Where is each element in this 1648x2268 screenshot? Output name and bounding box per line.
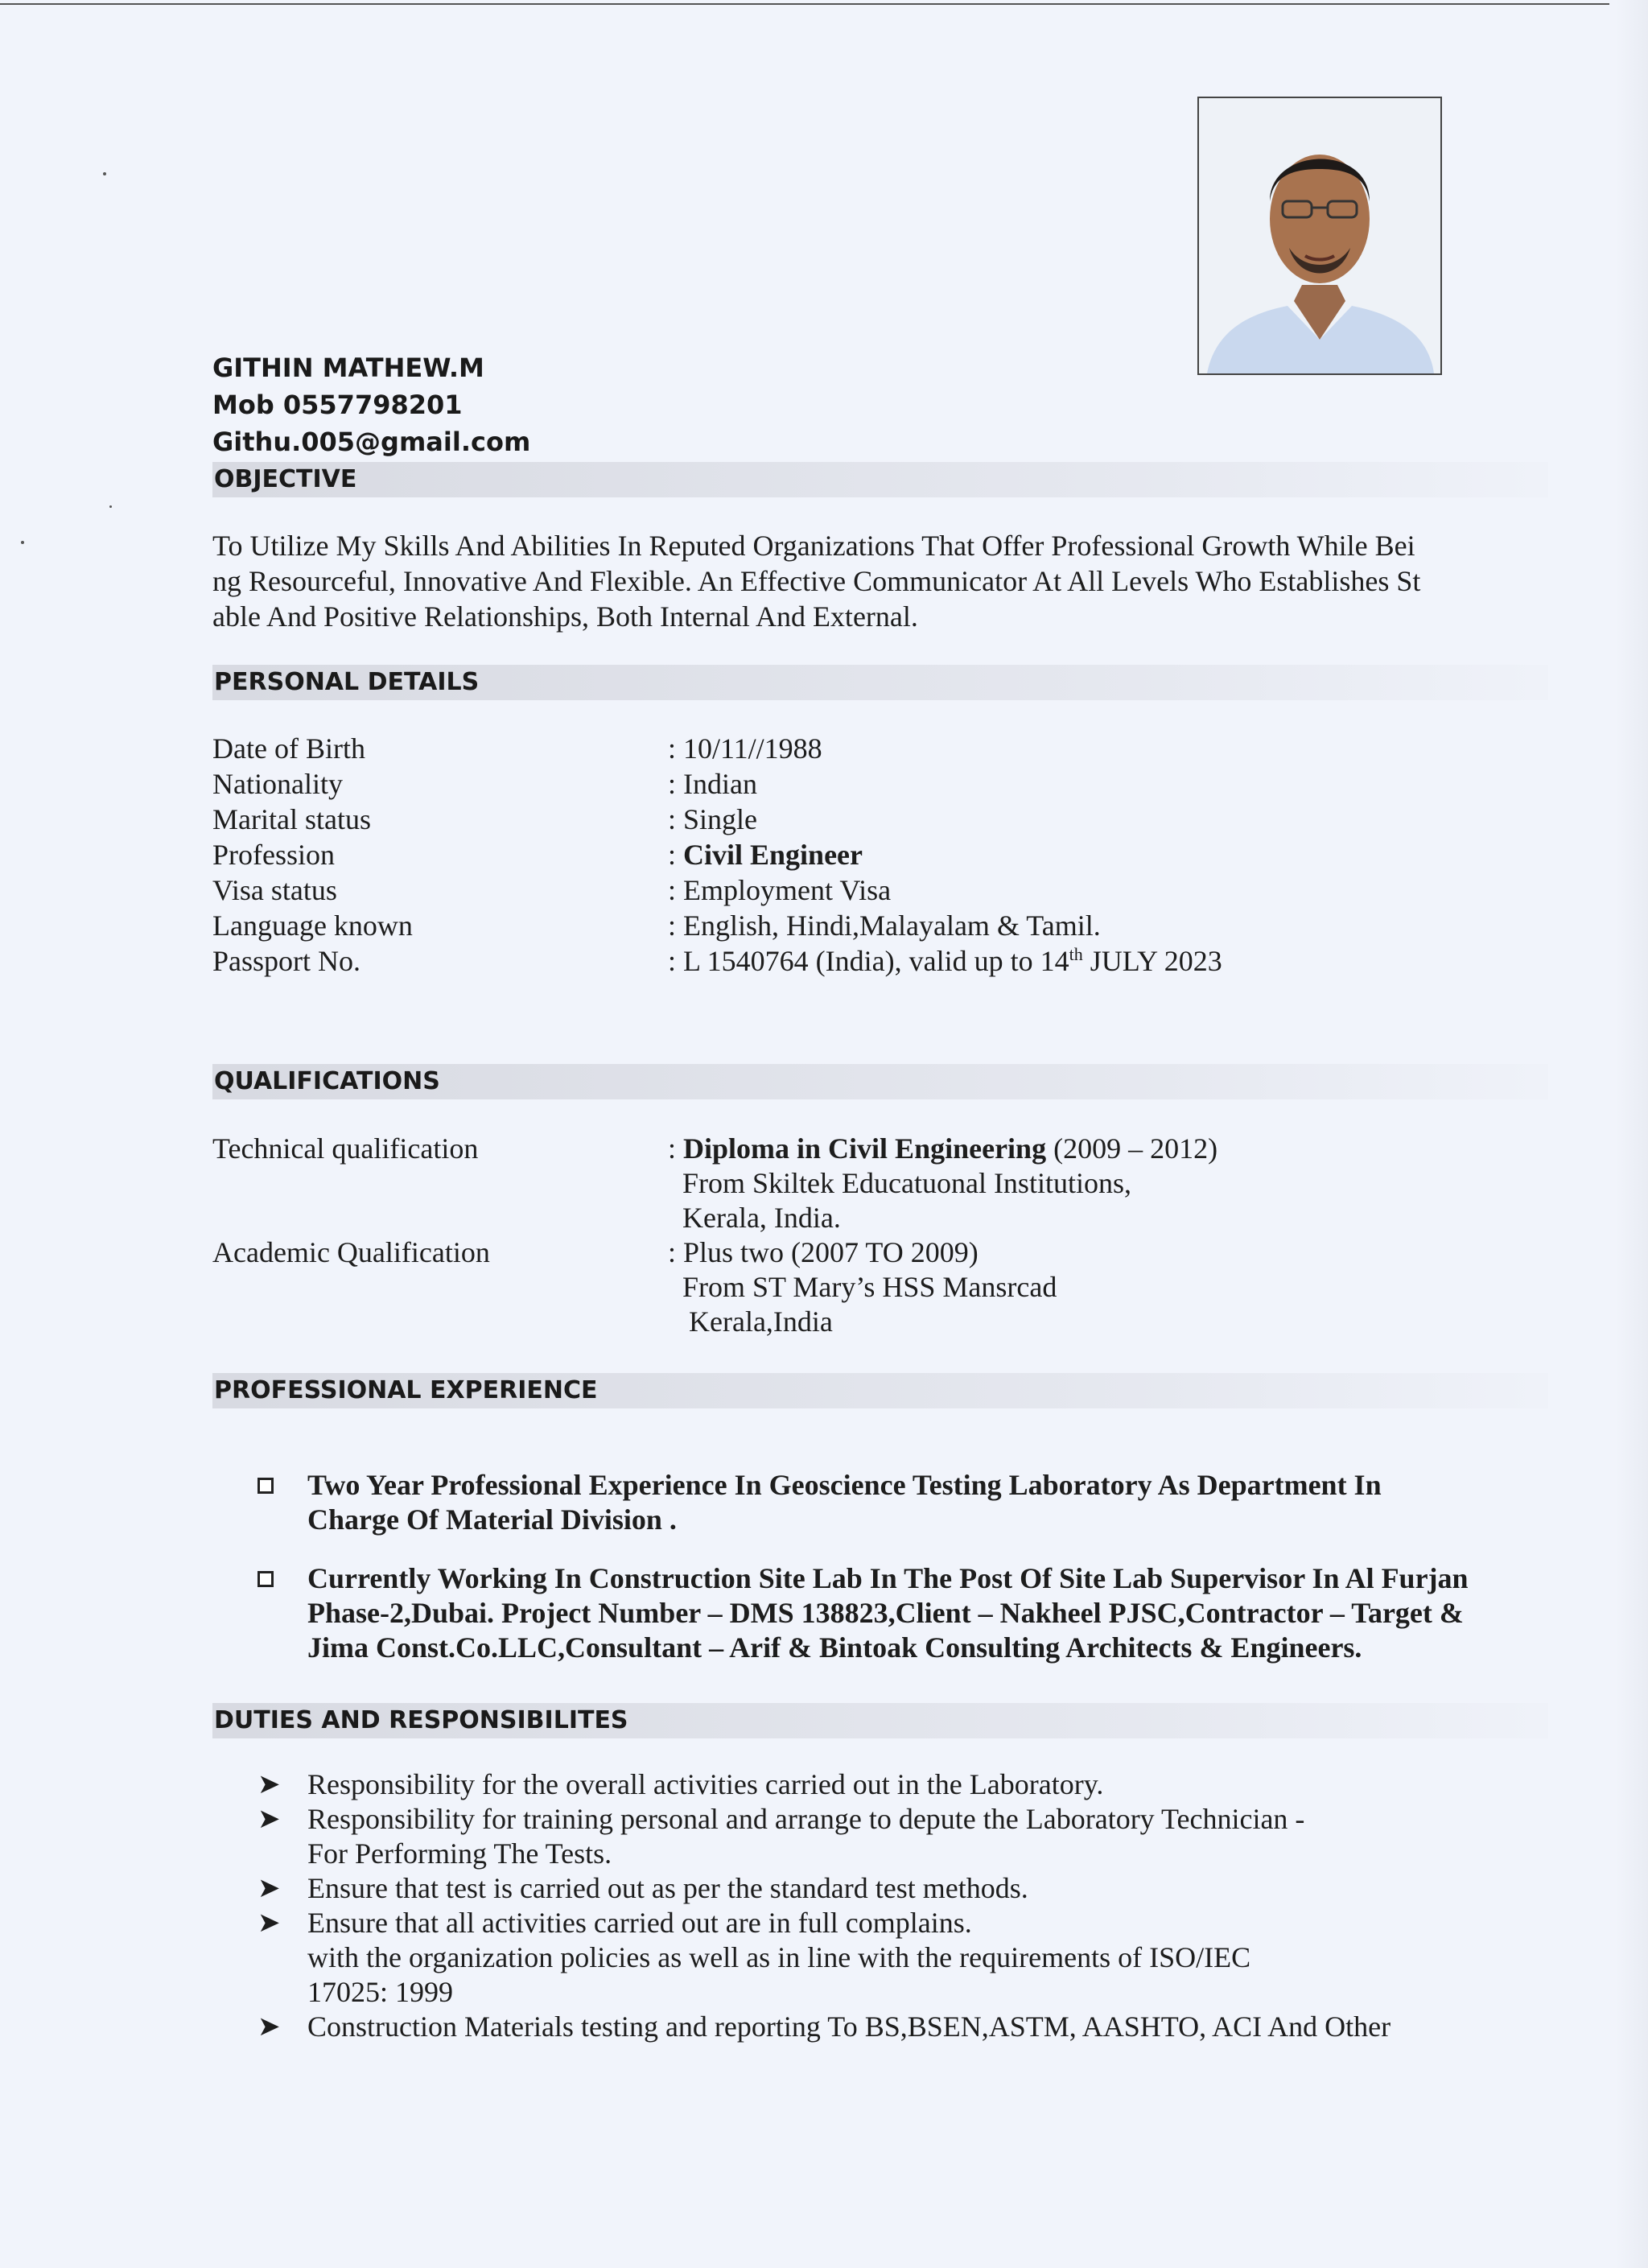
duty-text (307, 1871, 1545, 1906)
detail-row-profession (212, 837, 1540, 872)
duty-line: Ensure that test is carried out as per the standard test methods. (307, 1872, 1028, 1904)
duty-line: Construction Materials testing and reporting To BS,BSEN,ASTM, AASHTO, ACI And Other (307, 2010, 1391, 2043)
experience-text (307, 1561, 1545, 1665)
qualifications-heading: QUALIFICATIONS (214, 1067, 440, 1095)
section-heading-professional-experience (212, 1373, 1548, 1408)
section-heading-duties (212, 1703, 1548, 1738)
scan-speck (109, 505, 112, 508)
scan-speck (21, 541, 24, 544)
duty-item (258, 1871, 1545, 1906)
objective-line: able And Positive Relationships, Both Internal And External. (212, 600, 918, 633)
scan-speck (103, 172, 106, 175)
qualification-line: Kerala,India (689, 1305, 833, 1338)
duty-line: 17025: 1999 (307, 1976, 454, 2008)
qualification-value (668, 1132, 1540, 1235)
objective-heading: OBJECTIVE (214, 465, 357, 493)
candidate-name: GITHIN MATHEW.M (212, 353, 484, 383)
experience-item (258, 1561, 1545, 1665)
passport-expiry: JULY 2023 (1082, 945, 1222, 977)
qualification-line: Kerala, India. (682, 1202, 841, 1234)
passport-number: : L 1540764 (India), valid up to 14 (668, 945, 1069, 977)
duty-item (258, 2010, 1545, 2044)
qualification-line: From ST Mary’s HSS Mansrcad (682, 1271, 1057, 1303)
qualification-academic (212, 1235, 1540, 1339)
duties-list (258, 1767, 1545, 2044)
duty-text (307, 2010, 1545, 2044)
square-bullet-icon (258, 1468, 307, 1537)
duty-line: Responsibility for the overall activities carried out in the Laboratory. (307, 1768, 1104, 1800)
detail-row-visa-status (212, 872, 1540, 908)
detail-label: Nationality (212, 768, 343, 800)
detail-row-passport (212, 943, 1540, 979)
detail-value (668, 837, 1540, 872)
experience-line: Currently Working In Construction Site Lab In The Post Of Site Lab Supervisor In Al Furjan (307, 1562, 1469, 1594)
diploma-title: Diploma in Civil Engineering (683, 1132, 1047, 1165)
section-heading-qualifications (212, 1064, 1548, 1099)
passport-value (668, 943, 1540, 979)
arrow-bullet-icon: ➤ (258, 1874, 281, 1903)
detail-row-marital-status (212, 802, 1540, 837)
professional-experience-heading: PROFESSIONAL EXPERIENCE (214, 1376, 598, 1404)
duty-text (307, 1767, 1545, 1802)
mobile-number: Mob 0557798201 (212, 390, 463, 420)
qualification-label: Technical qualification (212, 1132, 479, 1165)
arrow-bullet-icon: ➤ (258, 1804, 281, 1834)
detail-row-languages (212, 908, 1540, 943)
duty-item (258, 1767, 1545, 1802)
detail-row-dob (212, 731, 1540, 766)
experience-line: Two Year Professional Experience In Geoscience Testing Laboratory As Department In (307, 1469, 1382, 1501)
detail-label: Language known (212, 909, 413, 942)
section-heading-personal-details (212, 665, 1548, 700)
detail-label: Visa status (212, 874, 337, 906)
objective-line: To Utilize My Skills And Abilities In Reputed Organizations That Offer Professional Growth While Bei (212, 530, 1415, 562)
duty-text (307, 1906, 1545, 2010)
qualification-value (668, 1235, 1540, 1339)
qualification-line: From Skiltek Educatuonal Institutions, (682, 1167, 1131, 1199)
detail-value: : 10/11//1988 (668, 732, 822, 765)
experience-list (258, 1468, 1545, 1689)
passport-date-suffix: th (1069, 944, 1083, 964)
duty-item (258, 1906, 1545, 2010)
objective-paragraph (212, 528, 1500, 634)
personal-details-list (212, 731, 1540, 979)
detail-value: : Indian (668, 768, 757, 800)
detail-row-nationality (212, 766, 1540, 802)
section-heading-objective (212, 462, 1548, 497)
scan-right-edge (1616, 0, 1648, 2268)
personal-details-heading: PERSONAL DETAILS (214, 668, 480, 696)
duty-line: with the organization policies as well as in line with the requirements of ISO/IEC (307, 1941, 1251, 1973)
duty-line: Responsibility for training personal and arrange to depute the Laboratory Technician - (307, 1803, 1305, 1835)
contact-header (212, 349, 530, 460)
diploma-years: (2009 – 2012) (1046, 1132, 1218, 1165)
duty-line: For Performing The Tests. (307, 1837, 612, 1870)
arrow-bullet-icon: ➤ (258, 1908, 281, 1938)
detail-value: : English, Hindi,Malayalam & Tamil. (668, 909, 1101, 942)
qualifications-list (212, 1132, 1540, 1339)
arrow-bullet-icon: ➤ (258, 2012, 281, 2042)
person-portrait-icon (1199, 98, 1440, 373)
detail-value-prefix: : (668, 839, 684, 871)
profession-value: Civil Engineer (683, 839, 863, 871)
detail-value: : Single (668, 803, 758, 835)
experience-line: Jima Const.Co.LLC,Consultant – Arif & Bintoak Consulting Architects & Engineers. (307, 1631, 1362, 1664)
duty-line: Ensure that all activities carried out are in full complains. (307, 1907, 972, 1939)
qualification-line: : Plus two (2007 TO 2009) (668, 1236, 978, 1268)
duties-heading: DUTIES AND RESPONSIBILITES (214, 1706, 628, 1734)
email-address: Githu.005@gmail.com (212, 427, 531, 457)
experience-text (307, 1468, 1545, 1537)
duty-item (258, 1802, 1545, 1871)
detail-label: Marital status (212, 803, 371, 835)
experience-line: Phase-2,Dubai. Project Number – DMS 138823,Client – Nakheel PJSC,Contractor – Target & (307, 1597, 1464, 1629)
qualification-prefix: : (668, 1132, 684, 1165)
duty-text (307, 1802, 1545, 1871)
arrow-bullet-icon: ➤ (258, 1770, 281, 1800)
experience-line: Charge Of Material Division . (307, 1503, 677, 1536)
qualification-label: Academic Qualification (212, 1236, 490, 1268)
qualification-line (668, 1132, 1540, 1166)
qualification-technical (212, 1132, 1540, 1235)
detail-label: Date of Birth (212, 732, 365, 765)
square-bullet-icon (258, 1561, 307, 1665)
experience-item (258, 1468, 1545, 1537)
scan-top-edge-line (0, 3, 1609, 5)
objective-line: ng Resourceful, Innovative And Flexible. An Effective Communicator At All Levels Who Establishes St (212, 565, 1421, 597)
detail-value: : Employment Visa (668, 874, 892, 906)
detail-label: Passport No. (212, 945, 361, 977)
profile-photo (1197, 97, 1442, 375)
detail-label: Profession (212, 839, 335, 871)
